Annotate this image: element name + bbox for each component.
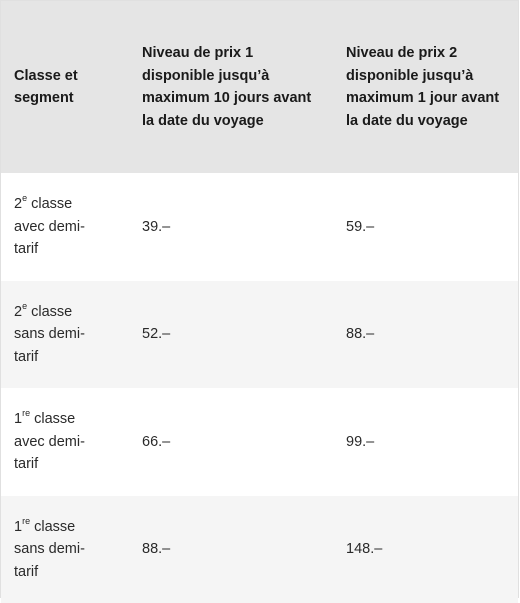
price-level-1-cell: 88.– [129, 538, 333, 561]
table-row [1, 388, 518, 496]
class-word: classe [30, 411, 75, 427]
price-level-2-cell: 88.– [333, 323, 518, 346]
header-price-level-1: Niveau de prix 1 disponible jusqu’à maximum 10 jours avant la date du voyage [129, 42, 333, 132]
segment-class [14, 301, 129, 324]
class-ordinal: re [22, 408, 30, 418]
class-ordinal: re [22, 516, 30, 526]
segment-cell [1, 408, 129, 476]
price-level-2-cell: 148.– [333, 538, 518, 561]
price-level-2-cell: 59.– [333, 216, 518, 239]
class-ordinal: e [22, 193, 27, 203]
segment-line-3: tarif [14, 346, 129, 369]
class-number: 1 [14, 411, 22, 427]
price-level-1-cell: 52.– [129, 323, 333, 346]
segment-line-3: tarif [14, 561, 129, 584]
class-word: classe [27, 304, 72, 320]
table-row [1, 173, 518, 281]
header-price-level-2: Niveau de prix 2 disponible jusqu’à maximum 1 jour avant la date du voyage [333, 42, 518, 132]
class-ordinal: e [22, 301, 27, 311]
segment-line-2: avec demi- [14, 431, 129, 454]
segment-line-2: sans demi- [14, 323, 129, 346]
segment-class [14, 193, 129, 216]
class-number: 2 [14, 304, 22, 320]
segment-cell [1, 301, 129, 369]
segment-line-2: sans demi- [14, 538, 129, 561]
table-row [1, 281, 518, 389]
header-segment: Classe et segment [1, 65, 129, 110]
table-row [1, 496, 518, 603]
segment-line-3: tarif [14, 453, 129, 476]
class-number: 2 [14, 196, 22, 212]
segment-line-3: tarif [14, 238, 129, 261]
segment-cell [1, 516, 129, 584]
class-word: classe [30, 519, 75, 535]
price-level-1-cell: 66.– [129, 431, 333, 454]
table-header-row [1, 1, 518, 173]
segment-cell [1, 193, 129, 261]
segment-class [14, 408, 129, 431]
segment-class [14, 516, 129, 539]
class-number: 1 [14, 519, 22, 535]
segment-line-2: avec demi- [14, 216, 129, 239]
price-level-1-cell: 39.– [129, 216, 333, 239]
price-level-2-cell: 99.– [333, 431, 518, 454]
class-word: classe [27, 196, 72, 212]
